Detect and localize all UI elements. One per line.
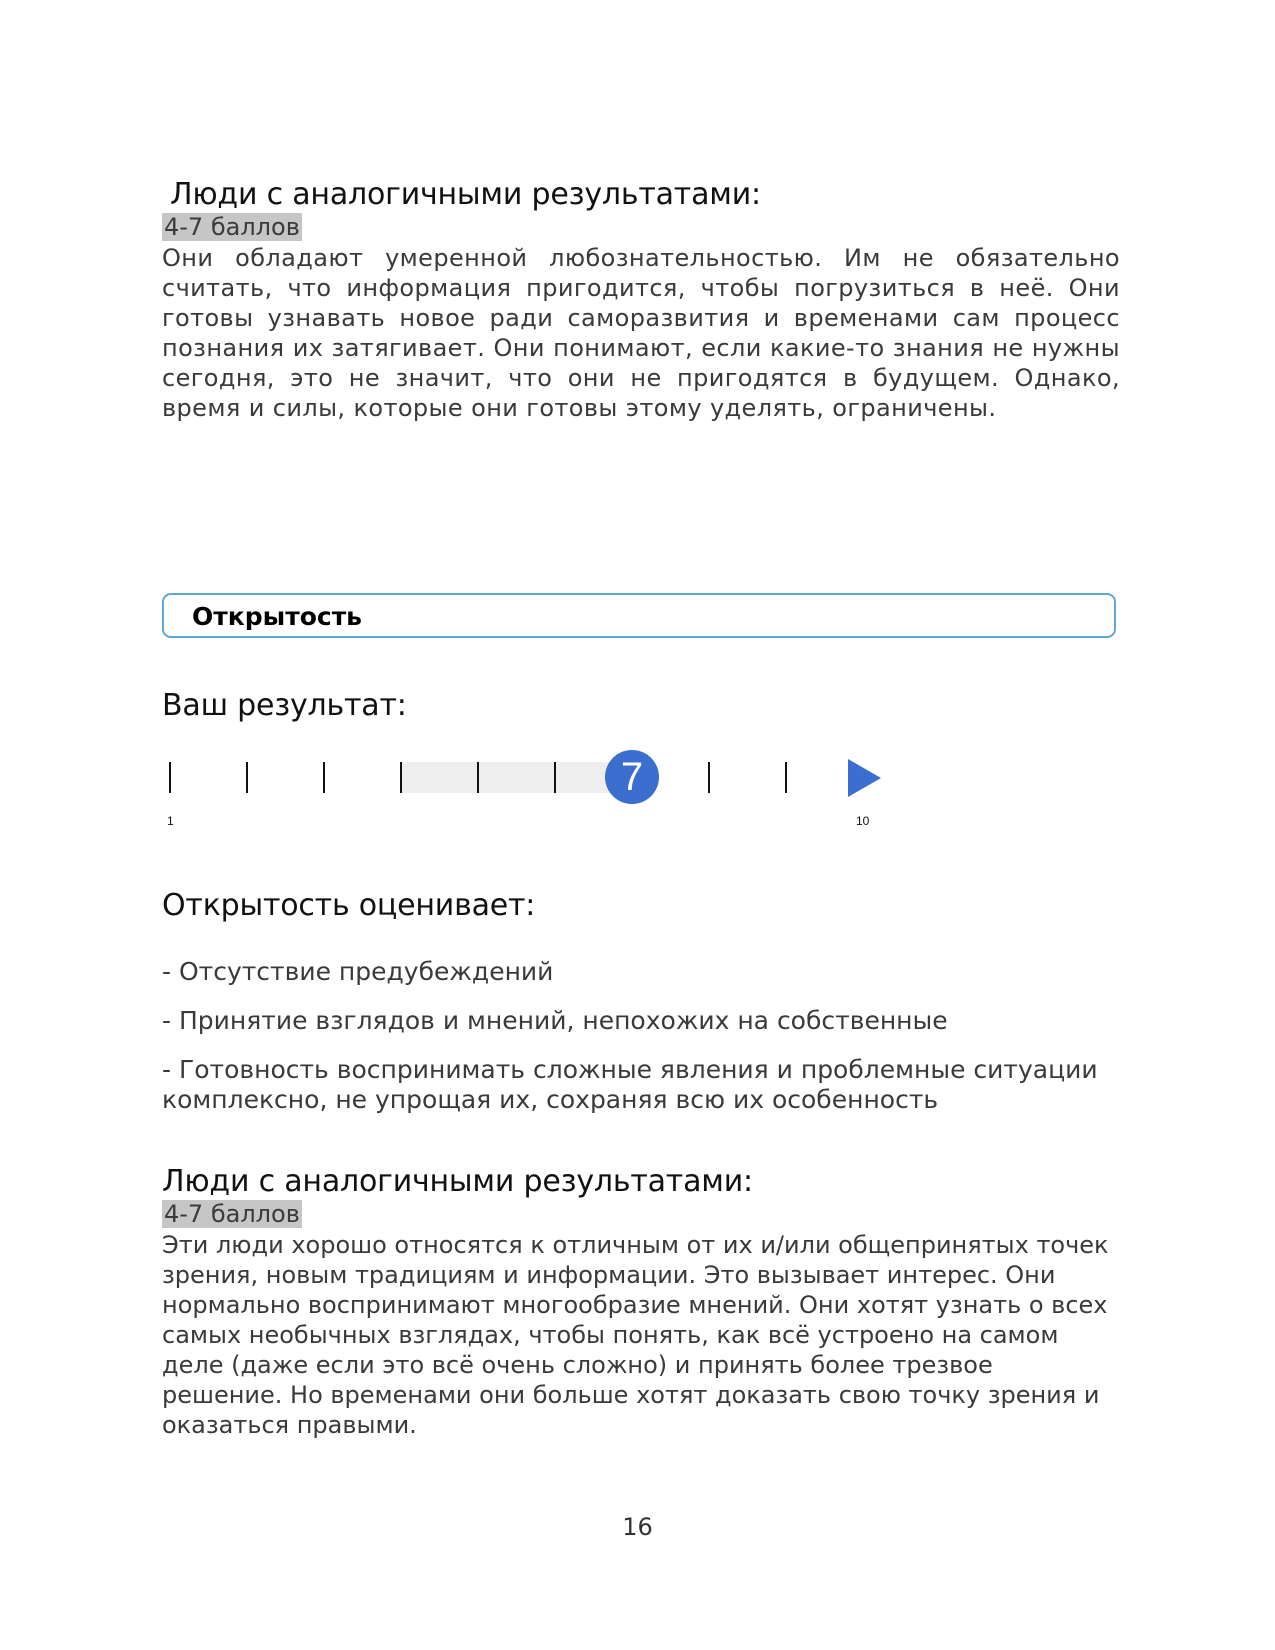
scale-tick [554, 762, 556, 793]
scale-end-arrow-icon [848, 759, 881, 797]
similar-results-description-2: Эти люди хорошо относятся к отличным от их и/или общепринятых точек зрения, новым традициям и информации. Это вызывает интерес. Они нормально воспринимают многообразие мнений. Они хотят узнать о всех самых необычных взглядах, чтобы понять, как всё устроено на самом деле (даже если это всё очень сложно) и принять более трезвое решение. Но временами они больше хотят доказать свою точку зрения и оказаться правыми. [162, 1231, 1109, 1439]
scale-tick [785, 762, 787, 793]
assesses-item: - Готовность воспринимать сложные явления и проблемные ситуации комплексно, не упрощая их, сохраняя всю их особенность [162, 1055, 1098, 1114]
your-result-label: Ваш результат: [162, 688, 407, 723]
score-range-text-2: 4-7 баллов [164, 1200, 300, 1228]
result-range-band [401, 762, 632, 793]
assesses-item: - Отсутствие предубеждений [162, 957, 554, 986]
scale-max-label: 10 [856, 814, 870, 828]
scale-min-label: 1 [167, 814, 174, 828]
page-number: 16 [622, 1513, 653, 1541]
assesses-item: - Принятие взглядов и мнений, непохожих на собственные [162, 1006, 948, 1035]
scale-tick [246, 762, 248, 793]
similar-results-heading-2: Люди с аналогичными результатами: [162, 1164, 753, 1199]
section-title: Открытость [192, 602, 362, 631]
scale-tick [323, 762, 325, 793]
score-range-badge-1 [162, 213, 302, 241]
similar-results-description-1: Они обладают умеренной любознательностью. Им не обязательно считать, что информация пригодится, чтобы погрузиться в неё. Они готовы узнавать новое ради саморазвития и временами сам процесс познания их затягивает. Они понимают, если какие-то знания не нужны сегодня, это не значит, что они не пригодятся в будущем. Однако, время и силы, которые они готовы этому уделять, ограничены. [162, 244, 1120, 422]
scale-tick [477, 762, 479, 793]
similar-results-heading-1: Люди с аналогичными результатами: [170, 177, 761, 212]
score-range-text-1: 4-7 баллов [164, 213, 300, 241]
scale-tick [400, 762, 402, 793]
score-range-badge-2 [162, 1200, 302, 1228]
scale-tick [169, 762, 171, 793]
assesses-heading: Открытость оценивает: [162, 888, 536, 923]
scale-tick [708, 762, 710, 793]
result-scale [162, 745, 922, 855]
section-header-box [162, 593, 1116, 638]
score-marker: 7 [605, 750, 659, 804]
